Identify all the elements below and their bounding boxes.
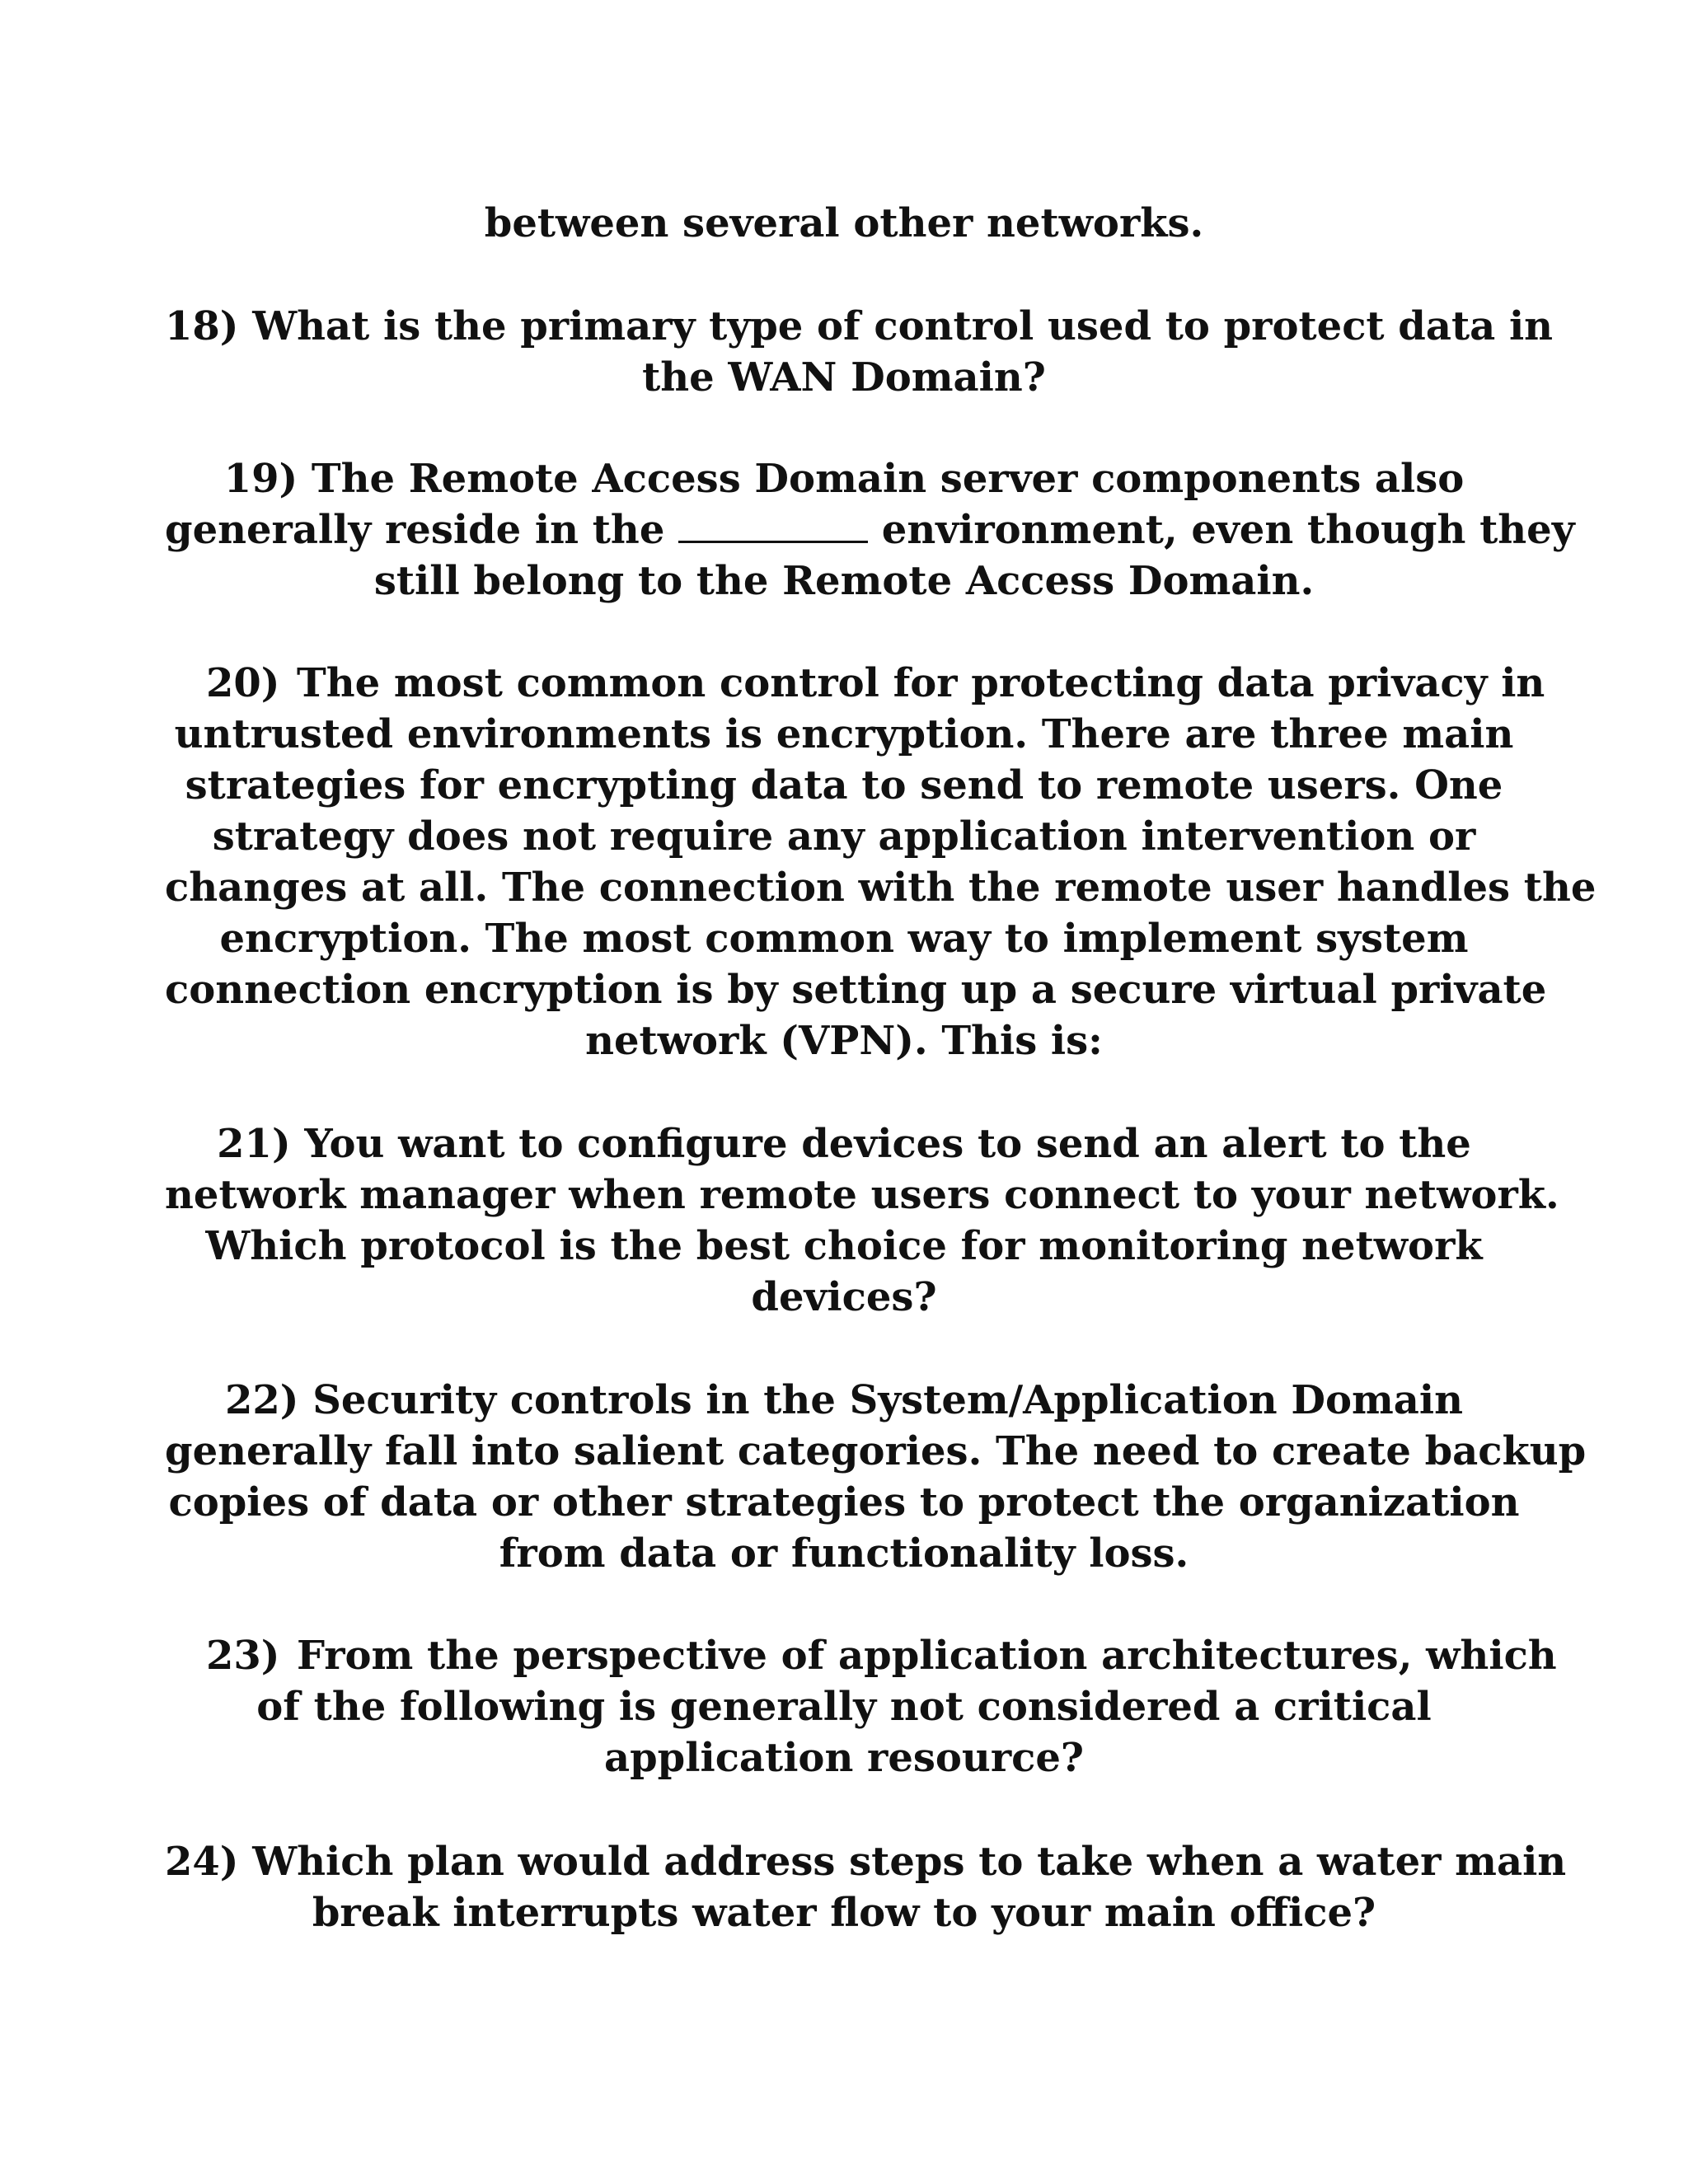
text-line: network manager when remote users connect to your network. bbox=[165, 1172, 1559, 1218]
numbered-line bbox=[165, 658, 1545, 709]
numbered-line bbox=[165, 1630, 1557, 1681]
text-segment: The most common control for protecting data privacy in bbox=[297, 660, 1545, 706]
question-24 bbox=[165, 1836, 1567, 1938]
text-line: devices? bbox=[751, 1274, 937, 1320]
text-line: 21) You want to configure devices to send an alert to the bbox=[217, 1121, 1471, 1167]
text-line: copies of data or other strategies to protect the organization bbox=[168, 1479, 1520, 1526]
text-line: of the following is generally not considered a critical bbox=[256, 1684, 1432, 1730]
text-line: break interrupts water flow to your main office? bbox=[312, 1890, 1376, 1936]
text-segment: From the perspective of application architectures, which bbox=[297, 1633, 1557, 1679]
text-line: 19) The Remote Access Domain server components also bbox=[223, 456, 1465, 502]
text-line-with-blank bbox=[165, 504, 1575, 555]
text-line: strategies for encrypting data to send to remote users. One bbox=[185, 762, 1503, 808]
text-line: 18) What is the primary type of control used to protect data in bbox=[165, 303, 1554, 349]
text-line: still belong to the Remote Access Domain. bbox=[373, 558, 1315, 604]
question-number: 20) bbox=[206, 660, 280, 706]
text-line: strategy does not require any application intervention or bbox=[212, 813, 1476, 860]
text-segment: generally reside in the bbox=[165, 507, 679, 553]
question-21 bbox=[165, 1118, 1559, 1323]
text-line: untrusted environments is encryption. There are three main bbox=[174, 711, 1514, 757]
text-line: 22) Security controls in the System/Application Domain bbox=[224, 1377, 1464, 1423]
question-22 bbox=[165, 1375, 1587, 1579]
text-line: changes at all. The connection with the remote user handles the bbox=[165, 865, 1597, 911]
text-line: generally fall into salient categories. The need to create backup bbox=[165, 1428, 1587, 1474]
question-23 bbox=[165, 1630, 1557, 1783]
text-line: from data or functionality loss. bbox=[499, 1530, 1189, 1577]
text-line: network (VPN). This is: bbox=[585, 1018, 1103, 1064]
text-line: application resource? bbox=[604, 1735, 1084, 1781]
text-line: connection encryption is by setting up a secure virtual private bbox=[165, 967, 1547, 1013]
text-line: between several other networks. bbox=[484, 200, 1204, 246]
question-number: 23) bbox=[206, 1633, 280, 1679]
paragraph-continuation bbox=[165, 198, 1523, 249]
text-line: encryption. The most common way to implement system bbox=[219, 916, 1469, 962]
fill-in-blank bbox=[678, 508, 868, 543]
question-18 bbox=[165, 301, 1554, 403]
text-line: the WAN Domain? bbox=[642, 354, 1046, 401]
text-line: 24) Which plan would address steps to take when a water main bbox=[165, 1839, 1567, 1885]
text-line: Which protocol is the best choice for monitoring network bbox=[205, 1223, 1483, 1269]
text-segment: environment, even though they bbox=[868, 507, 1575, 553]
question-20 bbox=[165, 658, 1597, 1066]
question-19 bbox=[165, 453, 1575, 607]
